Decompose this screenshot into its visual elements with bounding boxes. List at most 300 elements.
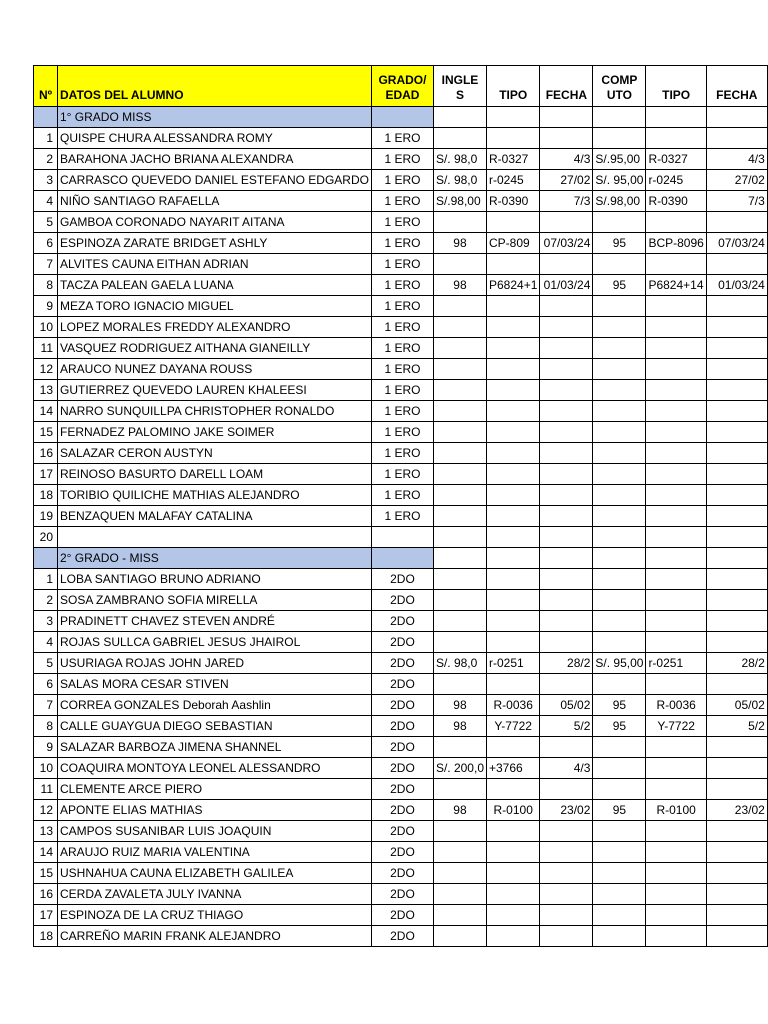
student-name: USURIAGA ROJAS JOHN JARED bbox=[58, 653, 372, 674]
computing-receipt: R-0327 bbox=[646, 149, 706, 170]
english-amount bbox=[433, 674, 486, 695]
computing-date bbox=[706, 737, 767, 758]
table-row bbox=[34, 674, 768, 695]
header-type-1: TIPO bbox=[487, 66, 540, 107]
header-grade-line2: EDAD bbox=[385, 88, 420, 102]
student-name: REINOSO BASURTO DARELL LOAM bbox=[58, 464, 372, 485]
english-date bbox=[540, 464, 593, 485]
section-empty-cell bbox=[646, 107, 706, 128]
header-grade-line1: GRADO/ bbox=[378, 73, 427, 87]
row-number: 17 bbox=[34, 905, 58, 926]
computing-amount: S/.95,00 bbox=[593, 149, 646, 170]
row-number: 15 bbox=[34, 863, 58, 884]
english-receipt: R-0100 bbox=[487, 800, 540, 821]
student-grade: 2DO bbox=[371, 632, 433, 653]
section-empty-cell bbox=[593, 107, 646, 128]
english-date: 05/02 bbox=[540, 695, 593, 716]
english-date bbox=[540, 401, 593, 422]
english-amount bbox=[433, 569, 486, 590]
student-name: ARAUJO RUIZ MARIA VALENTINA bbox=[58, 842, 372, 863]
student-name: CORREA GONZALES Deborah Aashlin bbox=[58, 695, 372, 716]
table-row bbox=[34, 233, 768, 254]
computing-receipt bbox=[646, 590, 706, 611]
english-receipt bbox=[487, 884, 540, 905]
section-row bbox=[34, 107, 768, 128]
english-receipt bbox=[487, 905, 540, 926]
computing-amount bbox=[593, 821, 646, 842]
row-number: 7 bbox=[34, 695, 58, 716]
table-row bbox=[34, 506, 768, 527]
computing-amount bbox=[593, 296, 646, 317]
table-row bbox=[34, 191, 768, 212]
english-date: 28/2 bbox=[540, 653, 593, 674]
row-number: 13 bbox=[34, 821, 58, 842]
english-date: 23/02 bbox=[540, 800, 593, 821]
row-number: 5 bbox=[34, 653, 58, 674]
english-date bbox=[540, 611, 593, 632]
computing-date: 7/3 bbox=[706, 191, 767, 212]
computing-amount bbox=[593, 737, 646, 758]
student-name: SALAS MORA CESAR STIVEN bbox=[58, 674, 372, 695]
computing-date bbox=[706, 464, 767, 485]
student-name: PRADINETT CHAVEZ STEVEN ANDRÉ bbox=[58, 611, 372, 632]
english-date bbox=[540, 590, 593, 611]
student-name: SALAZAR BARBOZA JIMENA SHANNEL bbox=[58, 737, 372, 758]
row-number: 18 bbox=[34, 485, 58, 506]
table-row bbox=[34, 863, 768, 884]
computing-date bbox=[706, 590, 767, 611]
row-number: 12 bbox=[34, 800, 58, 821]
student-name: BENZAQUEN MALAFAY CATALINA bbox=[58, 506, 372, 527]
student-name: MEZA TORO IGNACIO MIGUEL bbox=[58, 296, 372, 317]
english-date: 07/03/24 bbox=[540, 233, 593, 254]
english-receipt bbox=[487, 212, 540, 233]
computing-date bbox=[706, 212, 767, 233]
table-row bbox=[34, 800, 768, 821]
computing-receipt bbox=[646, 338, 706, 359]
computing-amount bbox=[593, 422, 646, 443]
table-row bbox=[34, 149, 768, 170]
table-row bbox=[34, 401, 768, 422]
english-date bbox=[540, 926, 593, 947]
computing-date bbox=[706, 128, 767, 149]
table-row bbox=[34, 653, 768, 674]
english-receipt: r-0251 bbox=[487, 653, 540, 674]
english-receipt bbox=[487, 590, 540, 611]
table-row bbox=[34, 485, 768, 506]
student-name: ESPINOZA ZARATE BRIDGET ASHLY bbox=[58, 233, 372, 254]
student-grade: 1 ERO bbox=[371, 212, 433, 233]
computing-date bbox=[706, 359, 767, 380]
english-receipt bbox=[487, 443, 540, 464]
row-number: 16 bbox=[34, 443, 58, 464]
computing-receipt bbox=[646, 485, 706, 506]
english-date bbox=[540, 359, 593, 380]
row-number: 2 bbox=[34, 149, 58, 170]
english-amount bbox=[433, 632, 486, 653]
student-grade: 1 ERO bbox=[371, 170, 433, 191]
table-row bbox=[34, 317, 768, 338]
student-grade: 2DO bbox=[371, 611, 433, 632]
computing-date: 27/02 bbox=[706, 170, 767, 191]
english-receipt: R-0327 bbox=[487, 149, 540, 170]
english-receipt bbox=[487, 359, 540, 380]
english-receipt: R-0390 bbox=[487, 191, 540, 212]
english-amount bbox=[433, 254, 486, 275]
table-row bbox=[34, 779, 768, 800]
english-amount bbox=[433, 128, 486, 149]
computing-amount bbox=[593, 254, 646, 275]
computing-date bbox=[706, 779, 767, 800]
english-amount: S/. 98,0 bbox=[433, 653, 486, 674]
computing-receipt: R-0390 bbox=[646, 191, 706, 212]
header-date-2: FECHA bbox=[706, 66, 767, 107]
computing-receipt bbox=[646, 569, 706, 590]
english-date bbox=[540, 506, 593, 527]
computing-date bbox=[706, 506, 767, 527]
computing-amount bbox=[593, 401, 646, 422]
student-grade: 2DO bbox=[371, 590, 433, 611]
row-number: 5 bbox=[34, 212, 58, 233]
computing-date bbox=[706, 905, 767, 926]
student-grade: 1 ERO bbox=[371, 485, 433, 506]
section-number-cell bbox=[34, 548, 58, 569]
section-empty-cell bbox=[487, 107, 540, 128]
english-receipt bbox=[487, 527, 540, 548]
student-grade: 2DO bbox=[371, 926, 433, 947]
english-receipt: Y-7722 bbox=[487, 716, 540, 737]
computing-receipt bbox=[646, 212, 706, 233]
english-receipt bbox=[487, 779, 540, 800]
student-name: BARAHONA JACHO BRIANA ALEXANDRA bbox=[58, 149, 372, 170]
english-amount bbox=[433, 401, 486, 422]
english-amount bbox=[433, 296, 486, 317]
computing-amount: S/.98,00 bbox=[593, 191, 646, 212]
computing-receipt bbox=[646, 863, 706, 884]
row-number: 9 bbox=[34, 737, 58, 758]
english-date bbox=[540, 863, 593, 884]
table-row bbox=[34, 296, 768, 317]
english-amount bbox=[433, 359, 486, 380]
student-grade: 1 ERO bbox=[371, 338, 433, 359]
student-grade: 1 ERO bbox=[371, 191, 433, 212]
computing-receipt: P6824+14 bbox=[646, 275, 706, 296]
computing-date: 07/03/24 bbox=[706, 233, 767, 254]
computing-receipt bbox=[646, 842, 706, 863]
computing-receipt bbox=[646, 443, 706, 464]
computing-date bbox=[706, 569, 767, 590]
english-receipt: P6824+1 bbox=[487, 275, 540, 296]
section-empty-cell bbox=[706, 107, 767, 128]
english-date bbox=[540, 380, 593, 401]
table-row bbox=[34, 443, 768, 464]
computing-receipt bbox=[646, 926, 706, 947]
computing-receipt: R-0100 bbox=[646, 800, 706, 821]
computing-receipt bbox=[646, 527, 706, 548]
student-name: SOSA ZAMBRANO SOFIA MIRELLA bbox=[58, 590, 372, 611]
student-payment-table bbox=[33, 65, 768, 947]
student-name bbox=[58, 527, 372, 548]
computing-amount bbox=[593, 128, 646, 149]
row-number: 13 bbox=[34, 380, 58, 401]
english-date: 27/02 bbox=[540, 170, 593, 191]
computing-receipt bbox=[646, 464, 706, 485]
computing-receipt bbox=[646, 317, 706, 338]
computing-amount bbox=[593, 611, 646, 632]
english-date bbox=[540, 821, 593, 842]
english-amount bbox=[433, 380, 486, 401]
computing-amount bbox=[593, 779, 646, 800]
english-amount: S/.98,00 bbox=[433, 191, 486, 212]
row-number: 16 bbox=[34, 884, 58, 905]
student-grade: 1 ERO bbox=[371, 443, 433, 464]
english-date bbox=[540, 254, 593, 275]
computing-amount: 95 bbox=[593, 695, 646, 716]
computing-date: 01/03/24 bbox=[706, 275, 767, 296]
section-empty-cell bbox=[706, 548, 767, 569]
student-name: ARAUCO NUNEZ DAYANA ROUSS bbox=[58, 359, 372, 380]
english-amount bbox=[433, 842, 486, 863]
computing-receipt bbox=[646, 632, 706, 653]
computing-date bbox=[706, 884, 767, 905]
computing-receipt bbox=[646, 254, 706, 275]
section-empty-cell bbox=[487, 548, 540, 569]
computing-receipt bbox=[646, 611, 706, 632]
row-number: 9 bbox=[34, 296, 58, 317]
student-name: CALLE GUAYGUA DIEGO SEBASTIAN bbox=[58, 716, 372, 737]
english-receipt bbox=[487, 926, 540, 947]
computing-amount bbox=[593, 884, 646, 905]
header-row bbox=[34, 66, 768, 107]
student-name: LOBA SANTIAGO BRUNO ADRIANO bbox=[58, 569, 372, 590]
row-number: 11 bbox=[34, 779, 58, 800]
computing-amount bbox=[593, 485, 646, 506]
student-name: GUTIERREZ QUEVEDO LAUREN KHALEESI bbox=[58, 380, 372, 401]
english-receipt bbox=[487, 317, 540, 338]
student-grade: 1 ERO bbox=[371, 506, 433, 527]
english-receipt bbox=[487, 464, 540, 485]
english-date bbox=[540, 779, 593, 800]
english-amount bbox=[433, 464, 486, 485]
row-number: 6 bbox=[34, 674, 58, 695]
computing-amount bbox=[593, 905, 646, 926]
table-row bbox=[34, 527, 768, 548]
computing-receipt: r-0251 bbox=[646, 653, 706, 674]
row-number: 17 bbox=[34, 464, 58, 485]
student-name: VASQUEZ RODRIGUEZ AITHANA GIANEILLY bbox=[58, 338, 372, 359]
student-name: ALVITES CAUNA EITHAN ADRIAN bbox=[58, 254, 372, 275]
computing-amount bbox=[593, 506, 646, 527]
student-name: GAMBOA CORONADO NAYARIT AITANA bbox=[58, 212, 372, 233]
student-grade: 1 ERO bbox=[371, 380, 433, 401]
section-grade-cell bbox=[371, 107, 433, 128]
header-date-1: FECHA bbox=[540, 66, 593, 107]
computing-receipt bbox=[646, 380, 706, 401]
english-amount bbox=[433, 212, 486, 233]
student-grade: 2DO bbox=[371, 674, 433, 695]
english-amount bbox=[433, 926, 486, 947]
row-number: 18 bbox=[34, 926, 58, 947]
english-amount bbox=[433, 737, 486, 758]
table-row bbox=[34, 737, 768, 758]
student-name: USHNAHUA CAUNA ELIZABETH GALILEA bbox=[58, 863, 372, 884]
table-row bbox=[34, 884, 768, 905]
row-number: 14 bbox=[34, 842, 58, 863]
english-date bbox=[540, 527, 593, 548]
student-grade: 2DO bbox=[371, 695, 433, 716]
computing-receipt bbox=[646, 779, 706, 800]
english-amount bbox=[433, 506, 486, 527]
table-row bbox=[34, 212, 768, 233]
computing-amount bbox=[593, 674, 646, 695]
computing-date bbox=[706, 842, 767, 863]
row-number: 10 bbox=[34, 758, 58, 779]
student-grade: 2DO bbox=[371, 653, 433, 674]
section-empty-cell bbox=[540, 107, 593, 128]
student-grade: 1 ERO bbox=[371, 254, 433, 275]
header-english-line1: INGLE bbox=[441, 73, 479, 87]
english-date bbox=[540, 674, 593, 695]
table-row bbox=[34, 464, 768, 485]
computing-date bbox=[706, 611, 767, 632]
table-row bbox=[34, 422, 768, 443]
section-grade-cell bbox=[371, 548, 433, 569]
english-amount bbox=[433, 863, 486, 884]
computing-amount: 95 bbox=[593, 716, 646, 737]
student-grade bbox=[371, 527, 433, 548]
computing-receipt bbox=[646, 674, 706, 695]
english-receipt bbox=[487, 737, 540, 758]
computing-receipt: Y-7722 bbox=[646, 716, 706, 737]
student-grade: 1 ERO bbox=[371, 422, 433, 443]
computing-date bbox=[706, 527, 767, 548]
computing-receipt: BCP-8096 bbox=[646, 233, 706, 254]
computing-receipt bbox=[646, 128, 706, 149]
student-name: TORIBIO QUILICHE MATHIAS ALEJANDRO bbox=[58, 485, 372, 506]
english-receipt bbox=[487, 632, 540, 653]
student-grade: 1 ERO bbox=[371, 128, 433, 149]
student-name: QUISPE CHURA ALESSANDRA ROMY bbox=[58, 128, 372, 149]
computing-date bbox=[706, 443, 767, 464]
row-number: 2 bbox=[34, 590, 58, 611]
english-date: 7/3 bbox=[540, 191, 593, 212]
row-number: 7 bbox=[34, 254, 58, 275]
row-number: 12 bbox=[34, 359, 58, 380]
computing-date bbox=[706, 380, 767, 401]
student-name: ROJAS SULLCA GABRIEL JESUS JHAIROL bbox=[58, 632, 372, 653]
english-date: 4/3 bbox=[540, 758, 593, 779]
english-receipt bbox=[487, 338, 540, 359]
english-date bbox=[540, 569, 593, 590]
student-grade: 2DO bbox=[371, 758, 433, 779]
english-date bbox=[540, 632, 593, 653]
row-number: 20 bbox=[34, 527, 58, 548]
english-receipt bbox=[487, 422, 540, 443]
student-grade: 1 ERO bbox=[371, 149, 433, 170]
table-row bbox=[34, 905, 768, 926]
english-receipt: +3766 bbox=[487, 758, 540, 779]
computing-date: 05/02 bbox=[706, 695, 767, 716]
computing-amount bbox=[593, 464, 646, 485]
english-receipt: CP-809 bbox=[487, 233, 540, 254]
header-type-2: TIPO bbox=[646, 66, 706, 107]
computing-amount bbox=[593, 758, 646, 779]
computing-amount bbox=[593, 926, 646, 947]
header-number: Nº bbox=[34, 66, 58, 107]
computing-amount bbox=[593, 527, 646, 548]
computing-receipt bbox=[646, 422, 706, 443]
english-receipt bbox=[487, 485, 540, 506]
computing-receipt bbox=[646, 758, 706, 779]
computing-date bbox=[706, 821, 767, 842]
row-number: 4 bbox=[34, 632, 58, 653]
computing-amount bbox=[593, 863, 646, 884]
header-english bbox=[433, 66, 486, 107]
english-amount: 98 bbox=[433, 716, 486, 737]
computing-amount bbox=[593, 380, 646, 401]
section-empty-cell bbox=[433, 548, 486, 569]
student-grade: 1 ERO bbox=[371, 359, 433, 380]
computing-receipt bbox=[646, 737, 706, 758]
english-date bbox=[540, 212, 593, 233]
computing-date bbox=[706, 296, 767, 317]
section-title: 2° GRADO - MISS bbox=[58, 548, 372, 569]
student-grade: 2DO bbox=[371, 821, 433, 842]
row-number: 11 bbox=[34, 338, 58, 359]
student-name: ESPINOZA DE LA CRUZ THIAGO bbox=[58, 905, 372, 926]
table-row bbox=[34, 695, 768, 716]
table-row bbox=[34, 128, 768, 149]
student-name: TACZA PALEAN GAELA LUANA bbox=[58, 275, 372, 296]
table-row bbox=[34, 632, 768, 653]
english-amount bbox=[433, 485, 486, 506]
english-amount bbox=[433, 590, 486, 611]
row-number: 3 bbox=[34, 170, 58, 191]
english-amount: 98 bbox=[433, 275, 486, 296]
student-name: NIÑO SANTIAGO RAFAELLA bbox=[58, 191, 372, 212]
computing-amount bbox=[593, 569, 646, 590]
english-date bbox=[540, 905, 593, 926]
english-date bbox=[540, 443, 593, 464]
computing-date bbox=[706, 674, 767, 695]
english-amount bbox=[433, 905, 486, 926]
english-amount bbox=[433, 611, 486, 632]
computing-date bbox=[706, 254, 767, 275]
header-computing-line1: COMP bbox=[601, 73, 638, 87]
english-date bbox=[540, 485, 593, 506]
english-amount: 98 bbox=[433, 800, 486, 821]
student-name: CARRASCO QUEVEDO DANIEL ESTEFANO EDGARDO bbox=[58, 170, 372, 191]
student-grade: 2DO bbox=[371, 905, 433, 926]
english-amount bbox=[433, 338, 486, 359]
computing-receipt bbox=[646, 401, 706, 422]
computing-amount bbox=[593, 359, 646, 380]
row-number: 1 bbox=[34, 569, 58, 590]
table-row bbox=[34, 926, 768, 947]
computing-date bbox=[706, 863, 767, 884]
computing-date bbox=[706, 926, 767, 947]
table-row bbox=[34, 821, 768, 842]
english-receipt bbox=[487, 380, 540, 401]
row-number: 14 bbox=[34, 401, 58, 422]
english-receipt bbox=[487, 506, 540, 527]
student-grade: 1 ERO bbox=[371, 317, 433, 338]
row-number: 8 bbox=[34, 716, 58, 737]
student-grade: 1 ERO bbox=[371, 296, 433, 317]
student-grade: 2DO bbox=[371, 569, 433, 590]
table-row bbox=[34, 842, 768, 863]
english-receipt bbox=[487, 842, 540, 863]
